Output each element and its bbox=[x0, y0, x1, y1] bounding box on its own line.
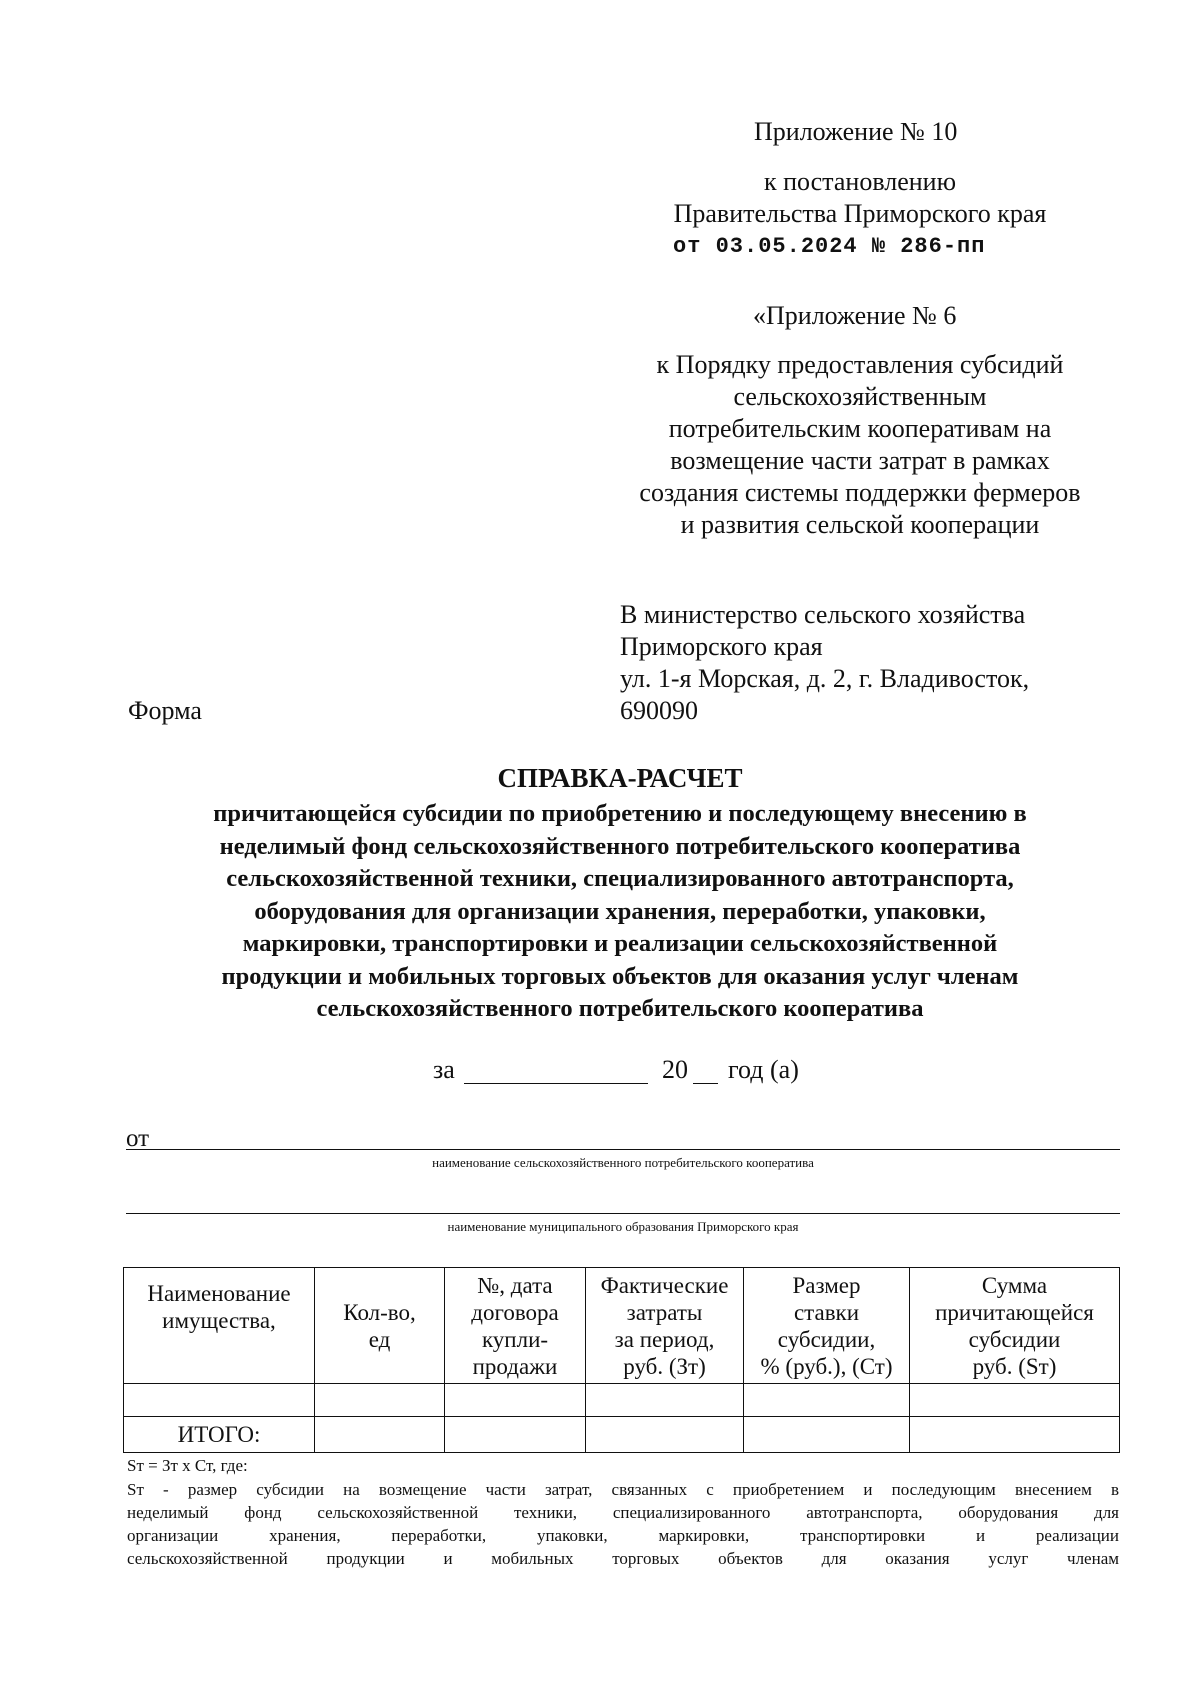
header-text: причитающейся bbox=[935, 1299, 1094, 1325]
resolution-line-2: Правительства Приморского края bbox=[673, 199, 1047, 228]
year-blank[interactable] bbox=[693, 1083, 718, 1084]
table-cell[interactable] bbox=[445, 1384, 586, 1417]
header-text: ставки bbox=[793, 1299, 860, 1325]
header-text: субсидии, bbox=[777, 1326, 876, 1352]
document-title: СПРАВКА-РАСЧЕТ bbox=[497, 763, 743, 793]
note-line: неделимый фонд сельскохозяйственной техники, специализированного автотранспорта, оборудования для bbox=[127, 1503, 1119, 1522]
table-cell[interactable] bbox=[586, 1417, 744, 1453]
order-line: сельскохозяйственным bbox=[733, 382, 987, 411]
header-text: договора bbox=[471, 1299, 559, 1325]
header-cell-rate bbox=[744, 1268, 910, 1384]
total-label: ИТОГО: bbox=[124, 1417, 315, 1453]
period-suffix: год (а) bbox=[728, 1055, 799, 1084]
order-line: создания системы поддержки фермеров bbox=[639, 478, 1081, 507]
subtitle-line: неделимый фонд сельскохозяйственного потребительского кооператива bbox=[219, 832, 1021, 860]
note-line: организации хранения, переработки, упаковки, маркировки, транспортировки и реализации bbox=[127, 1526, 1119, 1545]
subtitle-line: сельскохозяйственного потребительского кооператива bbox=[316, 995, 924, 1022]
period-prefix: за bbox=[433, 1055, 455, 1084]
appendix-title: Приложение № 10 bbox=[754, 117, 958, 146]
header-cell-contract bbox=[445, 1268, 586, 1384]
header-text: субсидии bbox=[968, 1326, 1061, 1352]
addressee-line: ул. 1-я Морская, д. 2, г. Владивосток, bbox=[620, 664, 1030, 693]
addressee-line: В министерство сельского хозяйства bbox=[620, 600, 1026, 629]
header-text: продажи bbox=[472, 1353, 558, 1379]
subtitle-line: причитающейся субсидии по приобретению и последующему внесению в bbox=[213, 800, 1027, 827]
header-text: Размер bbox=[792, 1272, 861, 1298]
order-line: к Порядку предоставления субсидий bbox=[656, 350, 1064, 379]
header-text: ед bbox=[368, 1326, 391, 1352]
period-year-prefix: 20 bbox=[662, 1055, 688, 1084]
table-total-row bbox=[124, 1417, 1120, 1453]
header-text: Наименование bbox=[147, 1281, 291, 1306]
order-line: и развития сельской кооперации bbox=[680, 510, 1040, 539]
period-blank[interactable] bbox=[464, 1083, 648, 1084]
form-label: Форма bbox=[128, 696, 202, 725]
subtitle-line: маркировки, транспортировки и реализации сельскохозяйственной bbox=[242, 930, 998, 957]
table-cell[interactable] bbox=[910, 1417, 1120, 1453]
from-label: от bbox=[126, 1125, 150, 1152]
addressee-line: Приморского края bbox=[620, 632, 823, 661]
table-cell[interactable] bbox=[744, 1384, 910, 1417]
header-text: руб. (Sт) bbox=[972, 1353, 1057, 1379]
subtitle-line: сельскохозяйственной техники, специализированного автотранспорта, bbox=[226, 865, 1014, 892]
header-text: Фактические bbox=[600, 1272, 729, 1298]
calculation-table bbox=[123, 1267, 1120, 1453]
table-cell[interactable] bbox=[445, 1417, 586, 1453]
coop-name-caption: наименование сельскохозяйственного потребительского кооператива bbox=[432, 1155, 814, 1170]
table-cell[interactable] bbox=[315, 1384, 445, 1417]
prev-appendix-title: «Приложение № 6 bbox=[753, 301, 957, 330]
order-block bbox=[600, 349, 1120, 541]
table-row bbox=[124, 1384, 1120, 1417]
header-cell-quantity bbox=[315, 1268, 445, 1384]
addressee-block bbox=[620, 599, 1140, 727]
header-text: за период, bbox=[614, 1326, 715, 1352]
addressee-line: 690090 bbox=[620, 696, 698, 725]
formula: Sт = Зт х Ст, где: bbox=[127, 1456, 248, 1475]
header-text: имущества, bbox=[162, 1308, 276, 1333]
municipality-caption: наименование муниципального образования Приморского края bbox=[447, 1219, 799, 1234]
municipality-line[interactable] bbox=[126, 1213, 1120, 1214]
resolution-line-1: к постановлению bbox=[763, 167, 957, 196]
header-text: №, дата bbox=[477, 1272, 553, 1298]
table-cell[interactable] bbox=[315, 1417, 445, 1453]
header-text: затраты bbox=[626, 1299, 703, 1325]
header-text: купли- bbox=[481, 1326, 549, 1352]
note-line: сельскохозяйственной продукции и мобильных торговых объектов для оказания услуг членам bbox=[127, 1549, 1119, 1568]
header-cell-name bbox=[124, 1268, 315, 1384]
coop-name-line[interactable] bbox=[126, 1149, 1120, 1150]
note-line: Sт - размер субсидии на возмещение части затрат, связанных с приобретением и последующим внесением в bbox=[127, 1480, 1119, 1499]
header-text: руб. (Зт) bbox=[623, 1353, 706, 1379]
subtitle-line: оборудования для организации хранения, переработки, упаковки, bbox=[254, 897, 986, 925]
table-cell[interactable] bbox=[910, 1384, 1120, 1417]
header-text: % (руб.), (Ст) bbox=[760, 1353, 893, 1379]
table-header-row bbox=[124, 1268, 1120, 1384]
document-subtitle bbox=[100, 798, 1140, 1026]
header-cell-actual-costs bbox=[586, 1268, 744, 1384]
order-line: потребительским кооперативам на bbox=[668, 414, 1052, 443]
subtitle-line: продукции и мобильных торговых объектов для оказания услуг членам bbox=[221, 962, 1019, 990]
header-text: Сумма bbox=[981, 1272, 1048, 1298]
table-cell[interactable] bbox=[586, 1384, 744, 1417]
notes-block bbox=[127, 1478, 1119, 1570]
resolution-date-number: от 03.05.2024 № 286-пп bbox=[673, 234, 986, 259]
table-cell[interactable] bbox=[744, 1417, 910, 1453]
order-line: возмещение части затрат в рамках bbox=[670, 446, 1050, 475]
header-text: Кол-во, bbox=[343, 1299, 416, 1325]
table-cell[interactable] bbox=[124, 1384, 315, 1417]
header-cell-subsidy-sum bbox=[910, 1268, 1120, 1384]
